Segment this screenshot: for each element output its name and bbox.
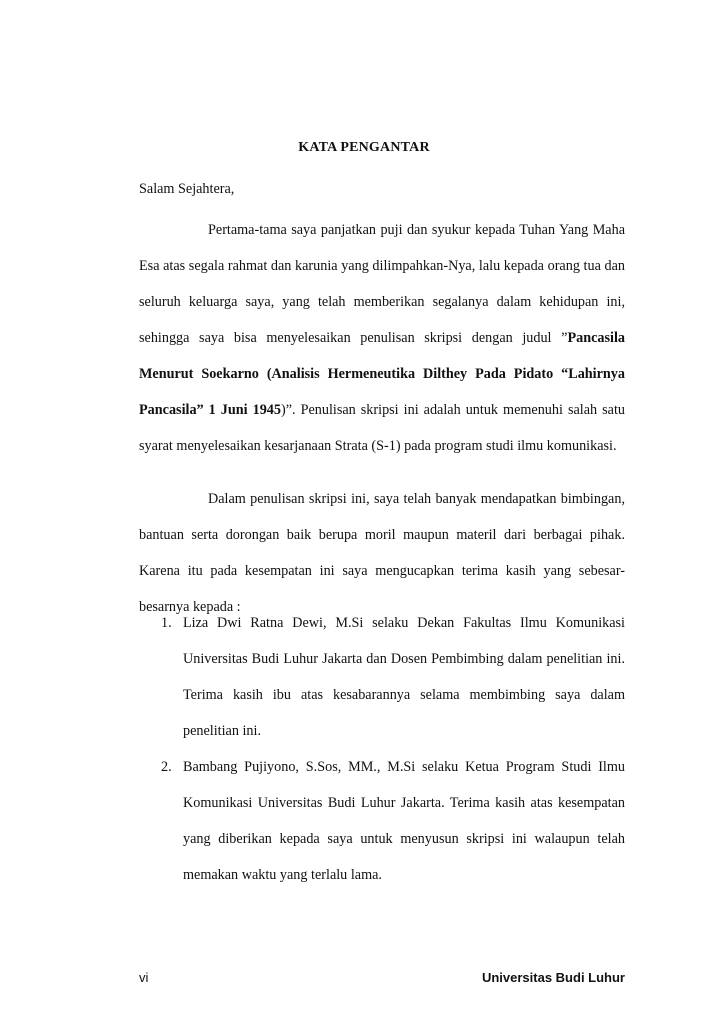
paragraph-intro-text: Pertama-tama saya panjatkan puji dan syukur kepada Tuhan Yang Maha Esa atas segala rahmat dan karunia yang dilimpahkan-Nya, lalu kepada orang tua dan seluruh keluarga saya, yang telah memberikan segalanya dalam kehidupan ini, sehingga saya bisa menyelesaikan penulisan skripsi dengan judul [139, 222, 625, 346]
list-item [139, 749, 625, 893]
opening-quote: ” [561, 330, 568, 346]
acknowledgement-list [139, 605, 625, 893]
list-item-text: Bambang Pujiyono, S.Sos, MM., M.Si selaku Ketua Program Studi Ilmu Komunikasi Universitas Budi Luhur Jakarta. Terima kasih atas kesempatan yang diberikan kepada saya untuk menyusun skripsi ini walaupun telah memakan waktu yang terlalu lama. [183, 759, 625, 883]
list-item-number: 1. [161, 615, 172, 631]
paragraph-acknowledgement: Dalam penulisan skripsi ini, saya telah banyak mendapatkan bimbingan, bantuan serta dorongan baik berupa moril maupun materil dari berbagai pihak. Karena itu pada kesempatan ini saya mengucapkan terima kasih yang sebesar-besarnya kepada : [139, 491, 625, 615]
list-item [139, 605, 625, 749]
paragraph-intro [139, 212, 625, 464]
page-number: vi [139, 970, 149, 985]
greeting: Salam Sejahtera, [139, 181, 235, 197]
list-item-text: Liza Dwi Ratna Dewi, M.Si selaku Dekan Fakultas Ilmu Komunikasi Universitas Budi Luhur Jakarta dan Dosen Pembimbing dalam penelitian ini. Terima kasih ibu atas kesabarannya selama membimbing saya dalam penelitian ini. [183, 615, 625, 739]
thesis-title: Pancasila Menurut Soekarno (Analisis Hermeneutika Dilthey Pada Pidato “Lahirnya Pancasila” 1 Juni 1945 [139, 330, 625, 418]
paragraph-intro-outro: )”. Penulisan skripsi ini adalah untuk memenuhi salah satu syarat menyelesaikan kesarjanaan Strata (S-1) pada program studi ilmu komunikasi. [139, 402, 625, 454]
page-title: KATA PENGANTAR [298, 140, 430, 155]
list-item-number: 2. [161, 759, 172, 775]
footer-institution: Universitas Budi Luhur [481, 970, 625, 985]
